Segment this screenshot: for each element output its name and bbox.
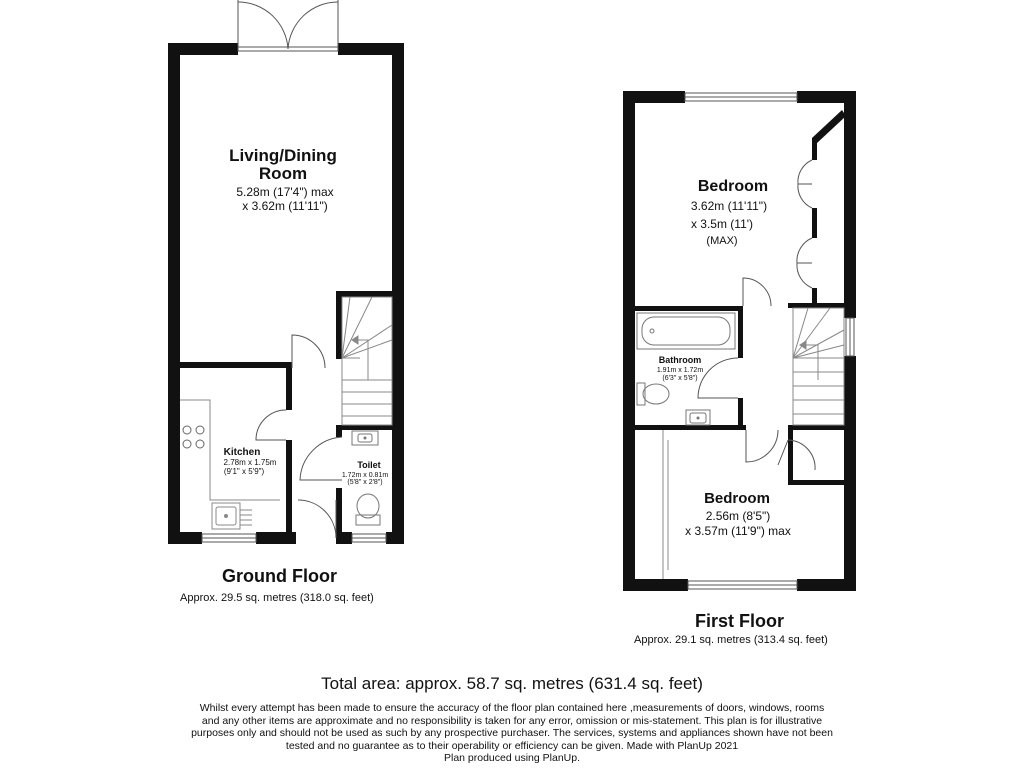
front-door: [298, 500, 336, 538]
bathroom-label: [657, 355, 703, 382]
total-area: Total area: approx. 58.7 sq. metres (631.4 sq. feet): [321, 674, 703, 693]
disclaimer: [150, 702, 874, 765]
hob-icon: [183, 426, 204, 448]
bedroom-2-label: [685, 490, 791, 538]
svg-text:2.56m (8'5"): 2.56m (8'5"): [705, 509, 771, 523]
svg-text:Living/Dining: Living/Dining: [229, 146, 337, 165]
first-floor-area: Approx. 29.1 sq. metres (313.4 sq. feet): [634, 634, 828, 646]
svg-text:Bathroom: Bathroom: [658, 355, 702, 365]
first-floor-title: First Floor: [695, 611, 784, 631]
svg-text:Bedroom: Bedroom: [704, 490, 770, 507]
svg-text:(9'1" x 5'9"): (9'1" x 5'9"): [223, 467, 265, 476]
wardrobe-doors: [797, 160, 812, 288]
sliding-wardrobe: [663, 430, 668, 579]
svg-text:2.78m x 1.75m: 2.78m x 1.75m: [223, 458, 277, 467]
disclaimer-line: Plan produced using PlanUp.: [443, 752, 580, 764]
svg-text:1.91m x 1.72m: 1.91m x 1.72m: [656, 367, 704, 374]
svg-text:x 3.57m (11'9") max: x 3.57m (11'9") max: [685, 524, 791, 538]
disclaimer-line: Whilst every attempt has been made to ensure the accuracy of the floor plan contained here ,measurements of doors, windows, rooms: [199, 702, 825, 714]
disclaimer-line: tested and no guarantee as to their operability or efficiency can be given. Made with PlanUp 2021: [285, 739, 739, 752]
first-floor-plan: [623, 91, 856, 591]
french-doors: [238, 0, 338, 51]
svg-text:(MAX): (MAX): [706, 235, 738, 247]
svg-text:Kitchen: Kitchen: [223, 447, 261, 458]
living-room-label: [229, 146, 337, 213]
first-floor-stairs: [793, 308, 844, 425]
ground-floor-stairs: [342, 297, 392, 425]
svg-text:Bedroom: Bedroom: [697, 178, 769, 195]
svg-text:Room: Room: [258, 164, 308, 183]
kitchen-label: [224, 447, 277, 476]
ground-floor-title: Ground Floor: [222, 566, 337, 586]
svg-text:(5'8" x 2'8"): (5'8" x 2'8"): [347, 479, 383, 486]
svg-text:x 3.62m (11'11"): x 3.62m (11'11"): [242, 199, 328, 213]
ground-floor-plan: [168, 0, 404, 544]
toilet-label: [342, 460, 388, 486]
svg-text:x 3.5m (11'): x 3.5m (11'): [690, 217, 754, 231]
svg-text:3.62m (11'11"): 3.62m (11'11"): [690, 199, 768, 213]
svg-text:5.28m (17'4") max: 5.28m (17'4") max: [236, 185, 334, 199]
ground-floor-area: Approx. 29.5 sq. metres (318.0 sq. feet): [180, 592, 374, 604]
disclaimer-line: and any other items are approximate and no responsibility is taken for any error, omission or mis-statement. This plan is for illustrative: [201, 714, 823, 727]
svg-text:Toilet: Toilet: [357, 460, 381, 470]
bedroom-1-label: [691, 178, 768, 247]
disclaimer-line: purposes only and should not be used as such by any prospective purchaser. The services, systems and appliances shown have not been: [191, 727, 833, 739]
svg-text:(6'3" x 5'8"): (6'3" x 5'8"): [662, 375, 698, 382]
svg-text:1.72m x 0.81m: 1.72m x 0.81m: [341, 472, 389, 479]
